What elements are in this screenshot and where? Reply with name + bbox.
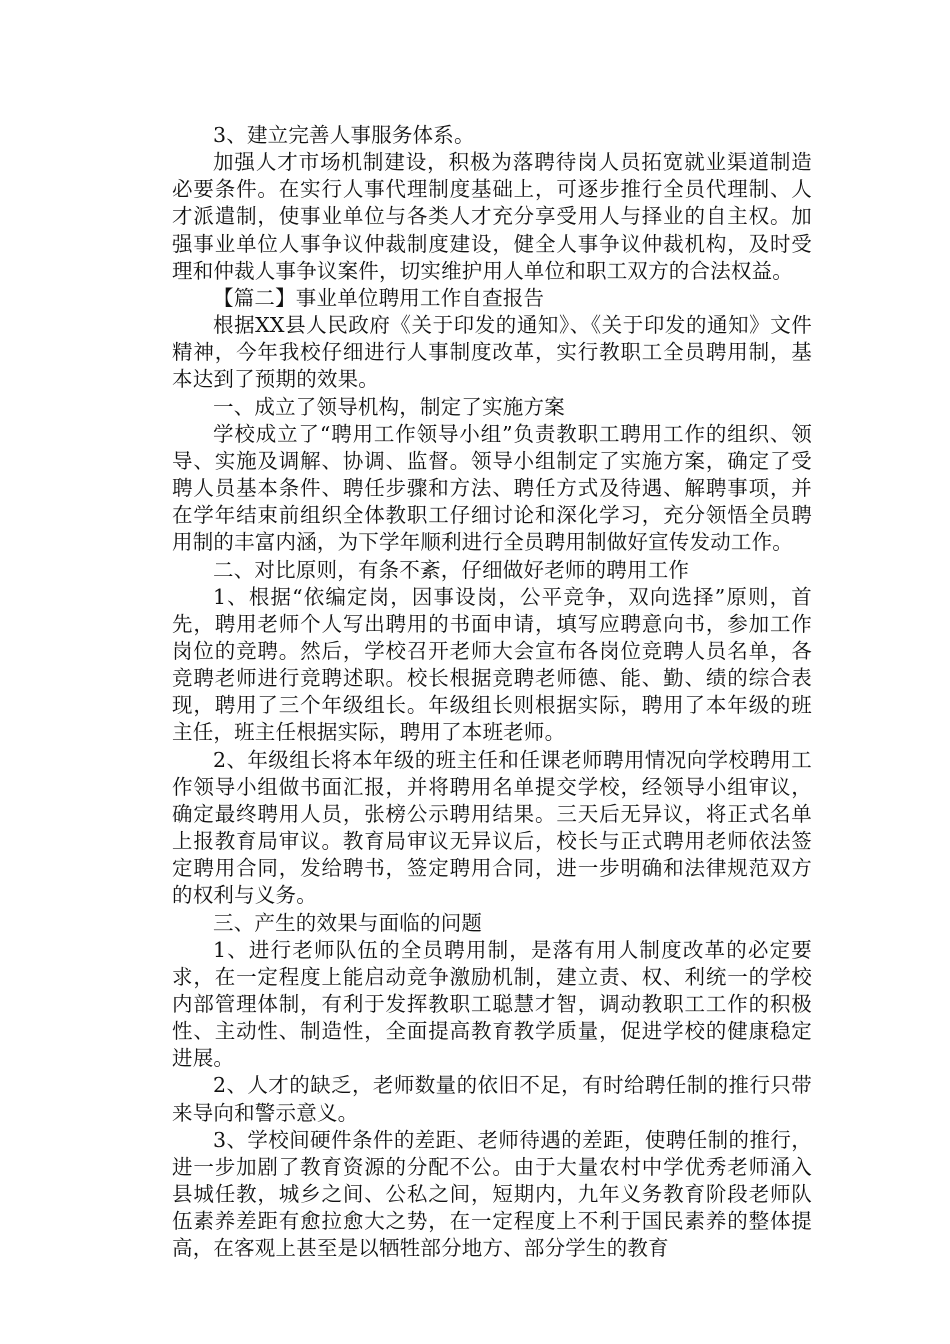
paragraph-3: 根据XX县人民政府《关于印发的通知》、《关于印发的通知》文件精神，今年我校仔细进行人事制度改革，实行教职工全员聘用制，基本达到了预期的效果。 bbox=[172, 313, 812, 392]
document-body bbox=[172, 122, 812, 1263]
paragraph-5: 1、根据“依编定岗，因事设岗，公平竞争，双向选择”原则，首先，聘用老师个人写出聘用的书面申请，填写应聘意向书，参加工作岗位的竞聘。然后，学校召开老师大会宣布各岗位竞聘人员名单，各竞聘老师进行竞聘述职。校长根据竞聘老师德、能、勤、绩的综合表现，聘用了三个年级组长。年级组长则根据实际，聘用了本年级的班主任，班主任根据实际，聘用了本班老师。 bbox=[172, 584, 812, 745]
paragraph-8: 2、人才的缺乏，老师数量的依旧不足，有时给聘任制的推行只带来导向和警示意义。 bbox=[172, 1073, 812, 1125]
paragraph-1: 3、建立完善人事服务体系。 bbox=[213, 123, 475, 147]
paragraph-2: 加强人才市场机制建设，积极为落聘待岗人员拓宽就业渠道制造必要条件。在实行人事代理制度基础上，可逐步推行全员代理制、人才派遣制，使事业单位与各类人才充分享受用人与择业的自主权。加强事业单位人事争议仲裁制度建设，健全人事争议仲裁机构，及时受理和仲裁人事争议案件，切实维护用人单位和职工双方的合法权益。 bbox=[172, 150, 812, 283]
paragraph-7: 1、进行老师队伍的全员聘用制，是落有用人制度改革的必定要求，在一定程度上能启动竞争激励机制，建立责、权、利统一的学校内部管理体制，有利于发挥教职工聪慧才智，调动教职工工作的积极性、主动性、制造性，全面提高教育教学质量，促进学校的健康稳定进展。 bbox=[172, 937, 812, 1071]
section-heading-1: 一、成立了领导机构，制定了实施方案 bbox=[213, 394, 565, 419]
section-heading-part-two: 【篇二】事业单位聘用工作自查报告 bbox=[213, 285, 545, 310]
paragraph-6: 2、年级组长将本年级的班主任和任课老师聘用情况向学校聘用工作领导小组做书面汇报，并将聘用名单提交学校，经领导小组审议，确定最终聘用人员，张榜公示聘用结果。三天后无异议，将正式名单上报教育局审议。教育局审议无异议后，校长与正式聘用老师依法签定聘用合同，发给聘书，签定聘用合同，进一步明确和法律规范双方的权利与义务。 bbox=[172, 747, 812, 908]
section-heading-3: 三、产生的效果与面临的问题 bbox=[213, 910, 483, 935]
section-heading-2: 二、对比原则，有条不紊，仔细做好老师的聘用工作 bbox=[213, 557, 690, 582]
paragraph-4: 学校成立了“聘用工作领导小组”负责教职工聘用工作的组织、领导、实施及调解、协调、监督。领导小组制定了实施方案，确定了受聘人员基本条件、聘任步骤和方法、聘任方式及待遇、解聘事项，并在学年结束前组织全体教职工仔细讨论和深化学习，充分领悟全员聘用制的丰富内涵，为下学年顺利进行全员聘用制做好宣传发动工作。 bbox=[172, 421, 812, 555]
paragraph-9: 3、学校间硬件条件的差距、老师待遇的差距，使聘任制的推行，进一步加剧了教育资源的分配不公。由于大量农村中学优秀老师涌入县城任教，城乡之间、公私之间，短期内，九年义务教育阶段老师队伍素养差距有愈拉愈大之势，在一定程度上不利于国民素养的整体提高，在客观上甚至是以牺牲部分地方、部分学生的教育 bbox=[172, 1127, 812, 1261]
